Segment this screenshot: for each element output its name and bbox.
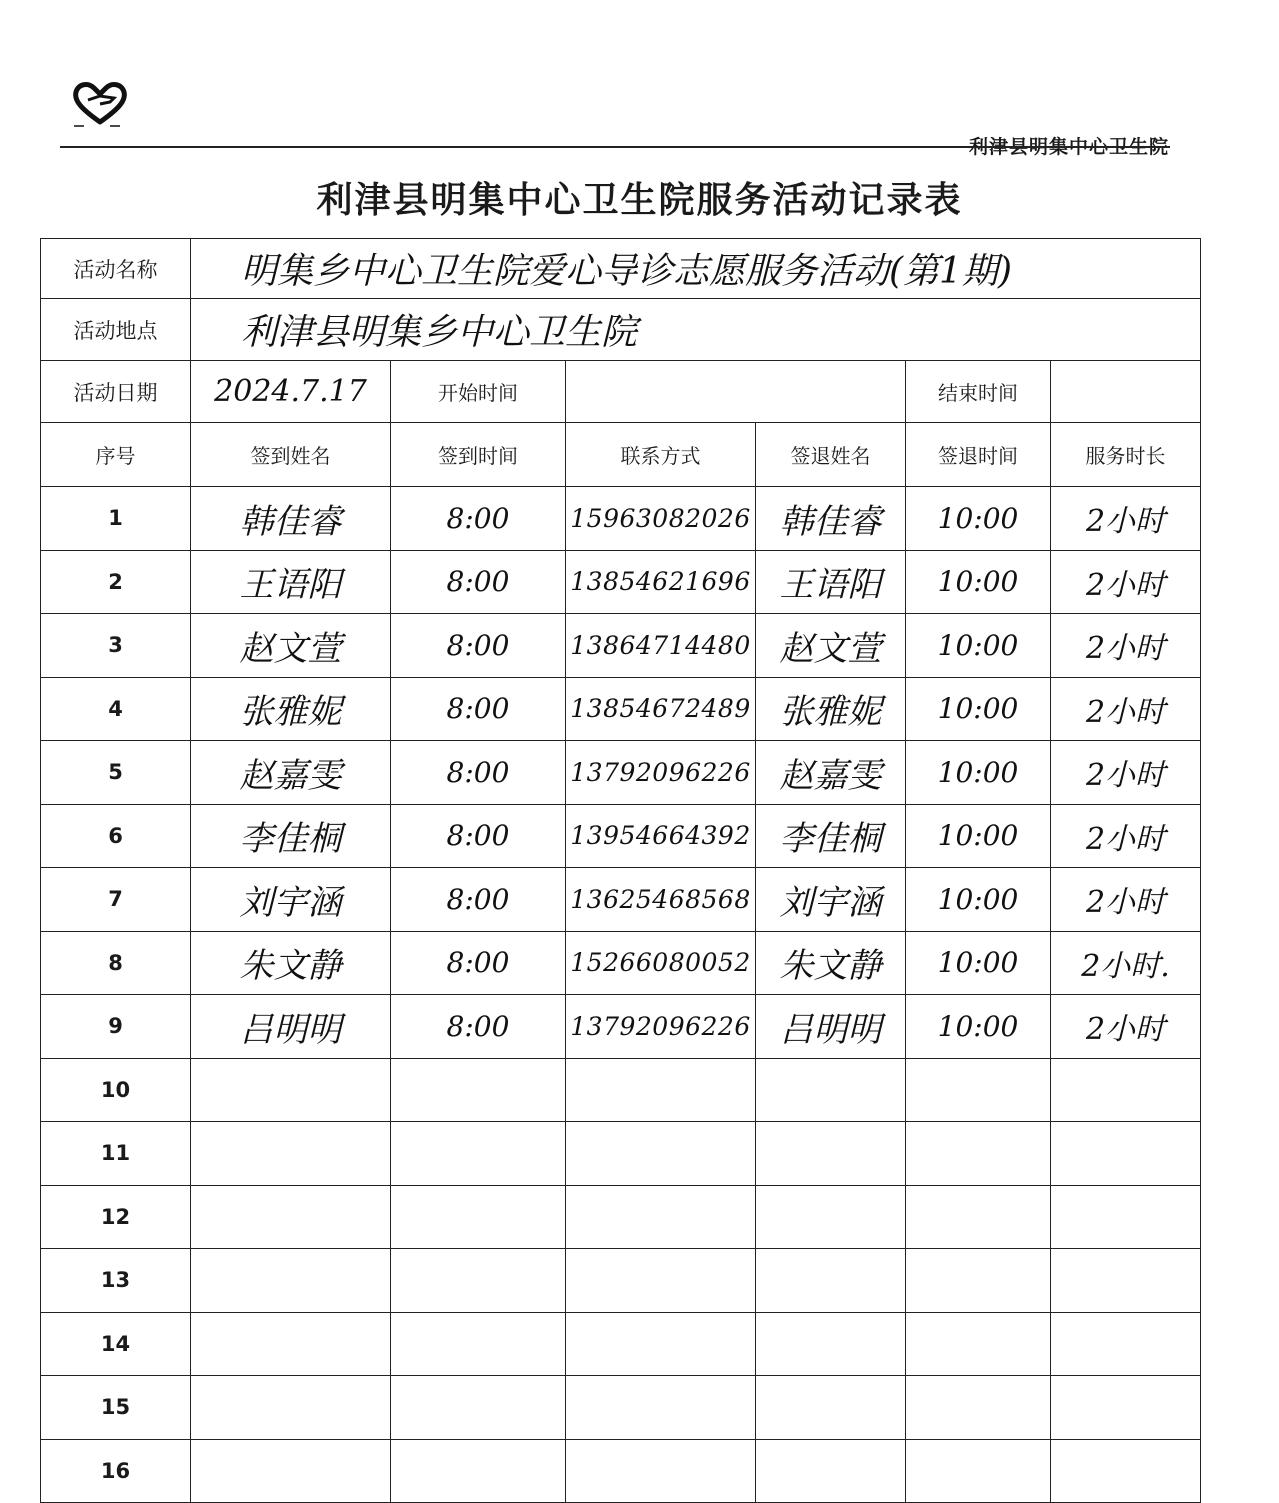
contact-phone xyxy=(566,1376,756,1440)
end-time-label: 结束时间 xyxy=(906,361,1051,423)
service-duration xyxy=(1051,1249,1201,1313)
signout-name: 赵嘉雯 xyxy=(756,741,906,805)
table-row xyxy=(41,1185,1201,1249)
page-title: 利津县明集中心卫生院服务活动记录表 xyxy=(316,179,963,221)
signout-name: 刘宇涵 xyxy=(756,868,906,932)
service-duration: 2小时 xyxy=(1051,677,1201,741)
signin-name: 朱文静 xyxy=(191,931,391,995)
signout-time xyxy=(906,1376,1051,1440)
contact-phone: 13625468568 xyxy=(566,868,756,932)
table-row xyxy=(41,868,1201,932)
signout-name xyxy=(756,1122,906,1186)
table-row xyxy=(41,1439,1201,1503)
column-header-row xyxy=(41,423,1201,487)
row-number: 16 xyxy=(41,1439,191,1503)
signin-name xyxy=(191,1058,391,1122)
service-duration: 2小时. xyxy=(1051,931,1201,995)
row-number: 6 xyxy=(41,804,191,868)
signout-name: 韩佳睿 xyxy=(756,487,906,551)
signout-name: 张雅妮 xyxy=(756,677,906,741)
signin-time: 8:00 xyxy=(391,931,566,995)
row-number: 11 xyxy=(41,1122,191,1186)
activity-place-value: 利津县明集乡中心卫生院 xyxy=(191,299,1201,361)
service-duration xyxy=(1051,1058,1201,1122)
signin-time: 8:00 xyxy=(391,550,566,614)
service-duration: 2小时 xyxy=(1051,804,1201,868)
signin-time xyxy=(391,1058,566,1122)
signin-name: 赵文萱 xyxy=(191,614,391,678)
service-duration: 2小时 xyxy=(1051,614,1201,678)
activity-name-label: 活动名称 xyxy=(41,239,191,299)
contact-phone xyxy=(566,1439,756,1503)
signout-time: 10:00 xyxy=(906,804,1051,868)
signin-time xyxy=(391,1185,566,1249)
activity-name-value: 明集乡中心卫生院爱心导诊志愿服务活动(第1期) xyxy=(191,239,1201,299)
signin-name xyxy=(191,1185,391,1249)
signout-name xyxy=(756,1249,906,1313)
start-time-label: 开始时间 xyxy=(391,361,566,423)
org-header: 利津县明集中心卫生院 xyxy=(968,136,1169,158)
signin-time: 8:00 xyxy=(391,995,566,1059)
activity-date-value: 2024.7.17 xyxy=(191,361,391,423)
signout-time: 10:00 xyxy=(906,487,1051,551)
row-number: 13 xyxy=(41,1249,191,1313)
service-duration: 2小时 xyxy=(1051,550,1201,614)
contact-phone xyxy=(566,1249,756,1313)
signin-name: 王语阳 xyxy=(191,550,391,614)
signout-name: 李佳桐 xyxy=(756,804,906,868)
signout-time: 10:00 xyxy=(906,995,1051,1059)
signin-name: 刘宇涵 xyxy=(191,868,391,932)
signin-name xyxy=(191,1312,391,1376)
signout-time xyxy=(906,1122,1051,1186)
signout-name xyxy=(756,1058,906,1122)
table-row xyxy=(41,1058,1201,1122)
contact-phone: 15963082026 xyxy=(566,487,756,551)
signout-time: 10:00 xyxy=(906,550,1051,614)
signout-time: 10:00 xyxy=(906,677,1051,741)
signout-time xyxy=(906,1249,1051,1313)
table-row xyxy=(41,995,1201,1059)
activity-name-row xyxy=(41,239,1201,299)
signin-time xyxy=(391,1312,566,1376)
table-row xyxy=(41,1312,1201,1376)
contact-phone: 13854621696 xyxy=(566,550,756,614)
row-number: 1 xyxy=(41,487,191,551)
signout-name xyxy=(756,1376,906,1440)
signout-name: 吕明明 xyxy=(756,995,906,1059)
service-duration xyxy=(1051,1185,1201,1249)
signin-name: 韩佳睿 xyxy=(191,487,391,551)
signin-time: 8:00 xyxy=(391,804,566,868)
row-number: 9 xyxy=(41,995,191,1059)
table-row xyxy=(41,550,1201,614)
contact-phone xyxy=(566,1312,756,1376)
service-duration: 2小时 xyxy=(1051,487,1201,551)
signout-name xyxy=(756,1185,906,1249)
column-header: 签退姓名 xyxy=(756,423,906,487)
column-header: 联系方式 xyxy=(566,423,756,487)
signout-time xyxy=(906,1058,1051,1122)
service-duration xyxy=(1051,1122,1201,1186)
contact-phone: 13792096226 xyxy=(566,995,756,1059)
end-time-value xyxy=(1051,361,1201,423)
signout-time xyxy=(906,1312,1051,1376)
signin-time: 8:00 xyxy=(391,487,566,551)
service-duration: 2小时 xyxy=(1051,995,1201,1059)
row-number: 12 xyxy=(41,1185,191,1249)
row-number: 15 xyxy=(41,1376,191,1440)
signin-name: 吕明明 xyxy=(191,995,391,1059)
service-duration: 2小时 xyxy=(1051,741,1201,805)
contact-phone xyxy=(566,1058,756,1122)
signin-name: 赵嘉雯 xyxy=(191,741,391,805)
contact-phone xyxy=(566,1185,756,1249)
activity-place-row xyxy=(41,299,1201,361)
table-row xyxy=(41,614,1201,678)
signin-rows xyxy=(41,487,1201,1503)
contact-phone: 13954664392 xyxy=(566,804,756,868)
column-header: 签到姓名 xyxy=(191,423,391,487)
row-number: 4 xyxy=(41,677,191,741)
service-duration xyxy=(1051,1439,1201,1503)
signin-name xyxy=(191,1249,391,1313)
signin-name xyxy=(191,1122,391,1186)
heart-hand-logo-icon xyxy=(70,78,130,130)
column-header: 序号 xyxy=(41,423,191,487)
table-row xyxy=(41,677,1201,741)
activity-date-row xyxy=(41,361,1201,423)
contact-phone: 13792096226 xyxy=(566,741,756,805)
signin-time: 8:00 xyxy=(391,741,566,805)
column-header: 签到时间 xyxy=(391,423,566,487)
table-row xyxy=(41,804,1201,868)
service-duration: 2小时 xyxy=(1051,868,1201,932)
signout-time xyxy=(906,1439,1051,1503)
signin-time: 8:00 xyxy=(391,614,566,678)
signout-time: 10:00 xyxy=(906,931,1051,995)
signout-time: 10:00 xyxy=(906,614,1051,678)
service-duration xyxy=(1051,1376,1201,1440)
signout-name: 朱文静 xyxy=(756,931,906,995)
start-time-value xyxy=(566,361,906,423)
table-row xyxy=(41,931,1201,995)
signin-name: 张雅妮 xyxy=(191,677,391,741)
column-header: 服务时长 xyxy=(1051,423,1201,487)
signout-name: 赵文萱 xyxy=(756,614,906,678)
activity-date-label: 活动日期 xyxy=(41,361,191,423)
row-number: 3 xyxy=(41,614,191,678)
signin-time xyxy=(391,1376,566,1440)
signout-time xyxy=(906,1185,1051,1249)
contact-phone: 15266080052 xyxy=(566,931,756,995)
signout-time: 10:00 xyxy=(906,868,1051,932)
signin-name xyxy=(191,1439,391,1503)
table-row xyxy=(41,1376,1201,1440)
header-divider xyxy=(60,146,1170,148)
table-row xyxy=(41,741,1201,805)
column-header: 签退时间 xyxy=(906,423,1051,487)
signin-time xyxy=(391,1249,566,1313)
row-number: 8 xyxy=(41,931,191,995)
contact-phone: 13854672489 xyxy=(566,677,756,741)
row-number: 14 xyxy=(41,1312,191,1376)
signin-name: 李佳桐 xyxy=(191,804,391,868)
service-duration xyxy=(1051,1312,1201,1376)
row-number: 5 xyxy=(41,741,191,805)
signout-name xyxy=(756,1312,906,1376)
table-row xyxy=(41,1122,1201,1186)
signin-time: 8:00 xyxy=(391,868,566,932)
signout-time: 10:00 xyxy=(906,741,1051,805)
signout-name xyxy=(756,1439,906,1503)
contact-phone: 13864714480 xyxy=(566,614,756,678)
signin-time: 8:00 xyxy=(391,677,566,741)
record-table xyxy=(40,238,1201,1503)
row-number: 10 xyxy=(41,1058,191,1122)
signin-time xyxy=(391,1439,566,1503)
table-row xyxy=(41,487,1201,551)
signout-name: 王语阳 xyxy=(756,550,906,614)
activity-place-label: 活动地点 xyxy=(41,299,191,361)
row-number: 7 xyxy=(41,868,191,932)
signin-time xyxy=(391,1122,566,1186)
row-number: 2 xyxy=(41,550,191,614)
signin-name xyxy=(191,1376,391,1440)
contact-phone xyxy=(566,1122,756,1186)
table-row xyxy=(41,1249,1201,1313)
